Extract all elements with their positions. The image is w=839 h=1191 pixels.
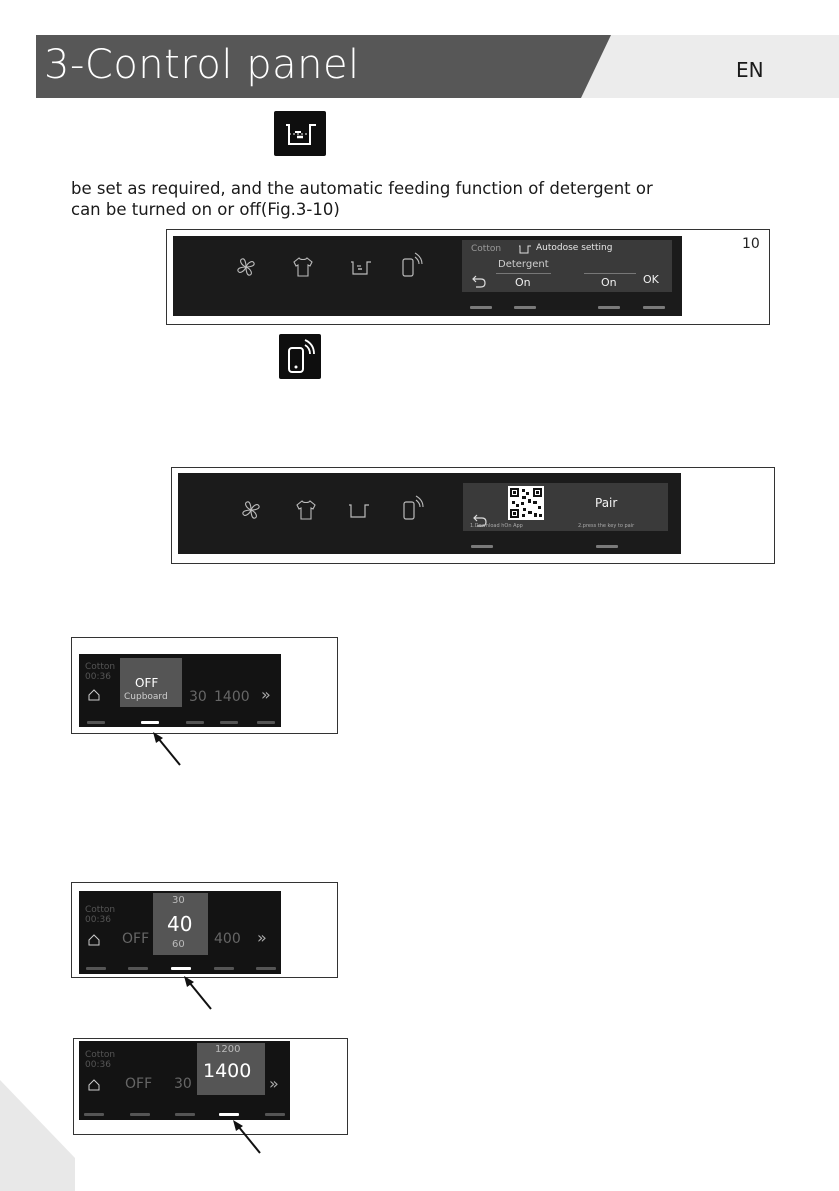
detergent-value[interactable]: On	[515, 276, 531, 289]
smartphone-wifi-icon	[279, 334, 321, 379]
pair-step-1: 1.Download hOn App	[470, 523, 523, 529]
home-icon[interactable]	[88, 1079, 100, 1091]
divider	[496, 273, 551, 274]
temp-value: 30	[174, 1076, 192, 1092]
cupboard-panel	[79, 654, 281, 727]
cupboard-value: OFF	[122, 931, 150, 947]
touch-key-indicator[interactable]	[130, 1113, 150, 1116]
pointer-arrow	[230, 1118, 264, 1156]
language-label: EN	[736, 58, 764, 82]
touch-key-indicator[interactable]	[84, 1113, 104, 1116]
touch-key-indicator[interactable]	[220, 721, 238, 724]
program-label: Cotton	[85, 905, 116, 915]
detergent-mini-icon	[518, 243, 532, 255]
temperature-panel	[79, 891, 281, 974]
autodose-screen	[462, 240, 672, 292]
cupboard-sub: Cupboard	[124, 692, 168, 702]
touch-key-indicator-active[interactable]	[171, 967, 191, 970]
detergent-label: Detergent	[498, 259, 549, 270]
autodose-title: Autodose setting	[536, 243, 613, 253]
fan-icon	[235, 256, 257, 278]
time-label: 00:36	[85, 672, 111, 682]
page-corner-decoration	[0, 1080, 80, 1191]
touch-key-indicator-active[interactable]	[219, 1113, 239, 1116]
touch-key-indicator[interactable]	[256, 967, 276, 970]
touch-key-indicator[interactable]	[175, 1113, 195, 1116]
pointer-arrow	[150, 730, 184, 768]
page-title: 3-Control panel	[44, 42, 360, 88]
temperature-selector[interactable]	[153, 893, 208, 955]
ok-button[interactable]: OK	[643, 273, 659, 286]
touch-key-indicator[interactable]	[471, 545, 493, 548]
time-label: 00:36	[85, 915, 111, 925]
pointer-arrow	[181, 974, 215, 1012]
autodose-panel	[173, 236, 682, 316]
temp-value: 40	[167, 912, 193, 936]
time-label: 00:36	[85, 1060, 111, 1070]
program-label: Cotton	[85, 662, 116, 672]
smartphone-wifi-icon	[401, 252, 423, 278]
figure-number: 10	[742, 236, 760, 252]
pair-screen	[463, 483, 668, 531]
cupboard-selector[interactable]	[120, 658, 182, 707]
softener-value[interactable]: On	[601, 276, 617, 289]
touch-key-indicator[interactable]	[643, 306, 665, 309]
detergent-tank-small-icon	[349, 256, 373, 278]
touch-key-indicator[interactable]	[214, 967, 234, 970]
touch-key-indicator[interactable]	[128, 967, 148, 970]
body-text-line-1: be set as required, and the automatic feeding function of detergent or	[71, 179, 653, 198]
spin-value: 1400	[214, 689, 250, 705]
touch-key-indicator-active[interactable]	[141, 721, 159, 724]
language-tab	[572, 35, 839, 98]
touch-key-indicator[interactable]	[596, 545, 618, 548]
cupboard-value: OFF	[135, 676, 159, 690]
cupboard-value: OFF	[125, 1076, 153, 1092]
spin-above: 1200	[215, 1044, 241, 1055]
touch-key-indicator[interactable]	[186, 721, 204, 724]
shirt-icon	[294, 499, 318, 521]
home-icon[interactable]	[88, 689, 100, 701]
temp-below: 60	[172, 939, 185, 950]
spin-selector[interactable]	[197, 1043, 265, 1095]
program-label: Cotton	[85, 1050, 116, 1060]
body-text-line-2: can be turned on or off(Fig.3-10)	[71, 200, 340, 219]
pair-step-2: 2.press the key to pair	[578, 523, 635, 529]
touch-key-indicator[interactable]	[257, 721, 275, 724]
program-label: Cotton	[471, 244, 502, 254]
spin-value: 400	[214, 931, 241, 947]
back-arrow-icon[interactable]	[471, 274, 487, 288]
chevron-right-icon[interactable]: »	[261, 685, 271, 704]
touch-key-indicator[interactable]	[265, 1113, 285, 1116]
shirt-icon	[291, 256, 315, 278]
touch-key-indicator[interactable]	[598, 306, 620, 309]
touch-key-indicator[interactable]	[87, 721, 105, 724]
spin-value: 1400	[203, 1060, 252, 1082]
temp-value: 30	[189, 689, 207, 705]
temp-above: 30	[172, 895, 185, 906]
touch-key-indicator[interactable]	[86, 967, 106, 970]
spin-panel	[79, 1041, 290, 1120]
chevron-right-icon[interactable]: »	[269, 1074, 279, 1093]
smartphone-wifi-icon	[402, 495, 424, 521]
pair-panel	[178, 473, 681, 554]
qr-code-icon	[508, 486, 544, 520]
touch-key-indicator[interactable]	[514, 306, 536, 309]
divider	[584, 273, 636, 274]
chevron-right-icon[interactable]: »	[257, 928, 267, 947]
pair-button[interactable]: Pair	[595, 496, 618, 510]
detergent-tank-icon	[274, 111, 326, 156]
fan-icon	[240, 499, 262, 521]
home-icon[interactable]	[88, 934, 100, 946]
touch-key-indicator[interactable]	[470, 306, 492, 309]
detergent-tank-small-icon	[347, 499, 371, 521]
